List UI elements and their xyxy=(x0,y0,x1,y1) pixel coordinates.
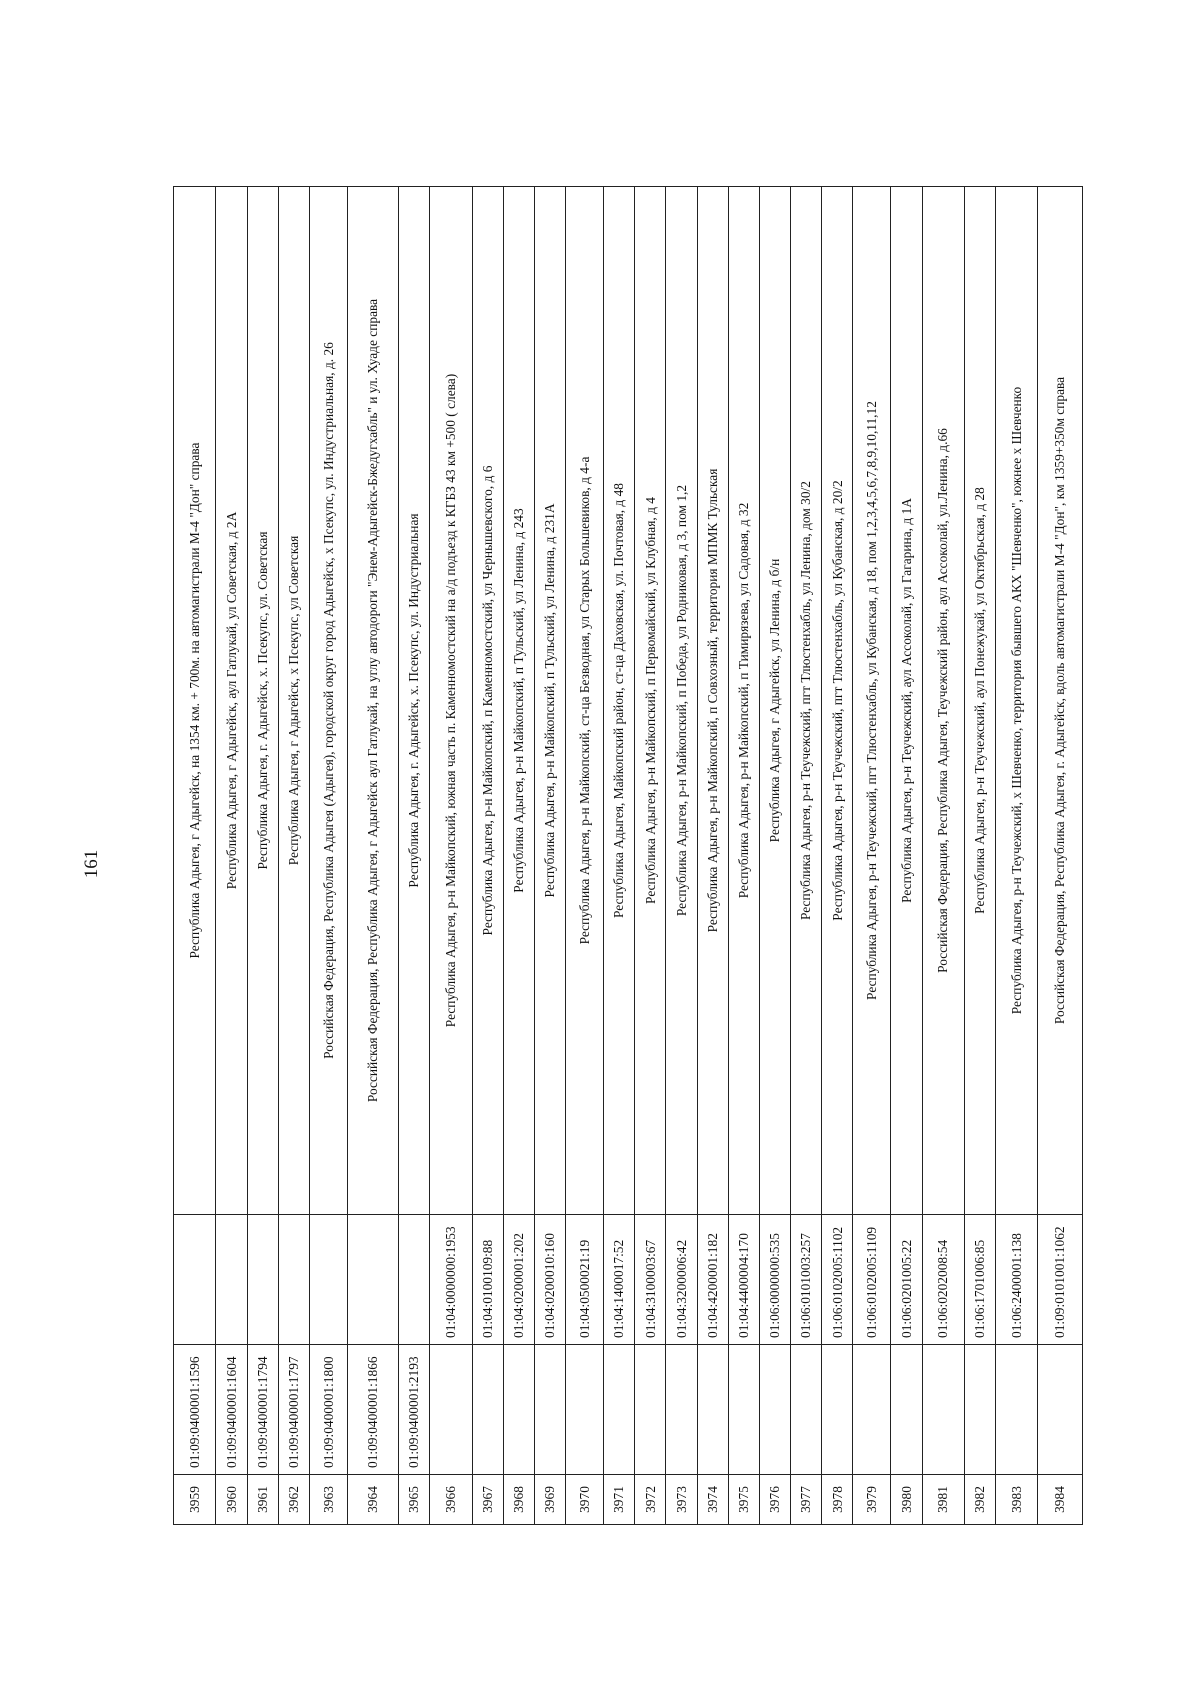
cadastral-number-secondary xyxy=(347,1215,398,1345)
address-cell: Республика Адыгея, р-н Майкопский, п Первомайский, ул Клубная, д 4 xyxy=(635,187,666,1215)
table-row xyxy=(791,187,822,1525)
table-row xyxy=(247,187,278,1525)
cadastral-number-secondary: 01:06:0201005:22 xyxy=(891,1215,922,1345)
cadastral-number-secondary: 01:04:0500021:19 xyxy=(566,1215,604,1345)
cadastral-number-main xyxy=(534,1345,565,1475)
cadastral-number-secondary xyxy=(216,1215,247,1345)
cadastral-number-secondary: 01:04:4400004:170 xyxy=(728,1215,759,1345)
table-row xyxy=(309,187,347,1525)
row-number: 3979 xyxy=(853,1475,891,1525)
cadastral-number-secondary: 01:04:0100109:88 xyxy=(472,1215,503,1345)
cadastral-number-main xyxy=(822,1345,853,1475)
table-row xyxy=(822,187,853,1525)
cadastral-number-main xyxy=(566,1345,604,1475)
cadastral-number-secondary: 01:09:0101001:1062 xyxy=(1038,1215,1083,1345)
table-row xyxy=(853,187,891,1525)
address-cell: Республика Адыгея, Майкопский район, ст-ца Даховская, ул. Почтовая, д 48 xyxy=(603,187,634,1215)
cadastral-number-main xyxy=(853,1345,891,1475)
cadastral-number-main xyxy=(791,1345,822,1475)
table-row xyxy=(503,187,534,1525)
row-number: 3974 xyxy=(697,1475,728,1525)
address-cell: Республика Адыгея, р-н Майкопский, южная часть п. Каменномостский на а/д подъезд к КГБЗ 43 км +500 ( слева) xyxy=(430,187,472,1215)
page-number: 161 xyxy=(81,849,102,879)
address-cell: Республика Адыгея, р-н Майкопский, ст-ца Безводная, ул Старых Большевиков, д 4-а xyxy=(566,187,604,1215)
cadastral-number-main: 01:09:0400001:1596 xyxy=(174,1345,216,1475)
address-cell: Республика Адыгея, г. Адыгейск, х. Псекупс, ул. Индустриальная xyxy=(399,187,430,1215)
row-number: 3977 xyxy=(791,1475,822,1525)
table-row xyxy=(603,187,634,1525)
row-number: 3968 xyxy=(503,1475,534,1525)
row-number: 3966 xyxy=(430,1475,472,1525)
row-number: 3983 xyxy=(996,1475,1038,1525)
row-number: 3969 xyxy=(534,1475,565,1525)
cadastral-number-main xyxy=(635,1345,666,1475)
cadastral-number-main xyxy=(996,1345,1038,1475)
table-row xyxy=(996,187,1038,1525)
cadastral-number-secondary: 01:04:0200010:160 xyxy=(534,1215,565,1345)
cadastral-number-main xyxy=(891,1345,922,1475)
row-number: 3963 xyxy=(309,1475,347,1525)
cadastral-number-secondary: 01:06:0000000:535 xyxy=(759,1215,790,1345)
cadastral-number-secondary xyxy=(399,1215,430,1345)
cadastral-number-secondary: 01:06:2400001:138 xyxy=(996,1215,1038,1345)
address-cell: Республика Адыгея, р-н Теучежский, х Шевченко, территория бывшего АКХ "Шевченко", южнее х Шевченко xyxy=(996,187,1038,1215)
table-row xyxy=(1038,187,1083,1525)
cadastral-number-main: 01:09:0400001:1794 xyxy=(247,1345,278,1475)
address-cell: Республика Адыгея, г Адыгейск, на 1354 км. + 700м. на автомагистрали М-4 "Дон" справа xyxy=(174,187,216,1215)
cadastral-number-main xyxy=(697,1345,728,1475)
table-row xyxy=(635,187,666,1525)
address-cell: Республика Адыгея, г Адыгейск, аул Гатлукай, ул Советская, д 2А xyxy=(216,187,247,1215)
table-row xyxy=(891,187,922,1525)
cadastral-number-main xyxy=(603,1345,634,1475)
address-cell: Российская Федерация, Республика Адыгея, Теучежский район, аул Ассоколай, ул.Ленина, д.66 xyxy=(922,187,964,1215)
row-number: 3978 xyxy=(822,1475,853,1525)
row-number: 3967 xyxy=(472,1475,503,1525)
address-cell: Республика Адыгея, р-н Теучежский, аул Ассоколай, ул Гагарина, д 1А xyxy=(891,187,922,1215)
cadastral-number-secondary: 01:06:0102005:1102 xyxy=(822,1215,853,1345)
cadastral-number-secondary xyxy=(309,1215,347,1345)
cadastral-number-secondary xyxy=(174,1215,216,1345)
row-number: 3981 xyxy=(922,1475,964,1525)
row-number: 3972 xyxy=(635,1475,666,1525)
row-number: 3984 xyxy=(1038,1475,1083,1525)
address-cell: Республика Адыгея, р-н Теучежский, пгт Тлюстенхабль, ул Кубанская, д 20/2 xyxy=(822,187,853,1215)
address-cell: Республика Адыгея, р-н Теучежский, пгт Тлюстенхабль, ул Кубанская, д 18, пом 1,2,3,4,5,6,7,8,9,10,11,12 xyxy=(853,187,891,1215)
cadastral-number-secondary xyxy=(278,1215,309,1345)
cadastral-number-main xyxy=(759,1345,790,1475)
table-row xyxy=(399,187,430,1525)
cadastral-number-main: 01:09:0400001:1866 xyxy=(347,1345,398,1475)
cadastral-number-secondary: 01:04:3100003:67 xyxy=(635,1215,666,1345)
row-number: 3975 xyxy=(728,1475,759,1525)
table-row xyxy=(216,187,247,1525)
rotated-table-container xyxy=(173,187,1083,1525)
row-number: 3982 xyxy=(964,1475,995,1525)
row-number: 3971 xyxy=(603,1475,634,1525)
address-cell: Республика Адыгея, р-н Майкопский, п Совхозный, территория МПМК Тульская xyxy=(697,187,728,1215)
row-number: 3962 xyxy=(278,1475,309,1525)
address-cell: Российская Федерация, Республика Адыгея, г Адыгейск аул Гатлукай, на углу автодороги "Энем-Адыгейск-Бжедугхабль" и ул. Хуаде справа xyxy=(347,187,398,1215)
address-cell: Республика Адыгея, р-н Майкопский, п Тульский, ул Ленина, д 243 xyxy=(503,187,534,1215)
address-cell: Российская Федерация, Республика Адыгея, г. Адыгейск, вдоль автомагистрали М-4 "Дон", км 1359+350м справа xyxy=(1038,187,1083,1215)
table-body xyxy=(174,187,1083,1525)
address-cell: Республика Адыгея, р-н Майкопский, п Тимирязева, ул Садовая, д 32 xyxy=(728,187,759,1215)
cadastral-number-secondary: 01:04:3200006:42 xyxy=(666,1215,697,1345)
row-number: 3980 xyxy=(891,1475,922,1525)
cadastral-number-main xyxy=(1038,1345,1083,1475)
registry-table xyxy=(173,186,1083,1525)
cadastral-number-main xyxy=(964,1345,995,1475)
row-number: 3976 xyxy=(759,1475,790,1525)
table-row xyxy=(472,187,503,1525)
row-number: 3964 xyxy=(347,1475,398,1525)
row-number: 3960 xyxy=(216,1475,247,1525)
row-number: 3959 xyxy=(174,1475,216,1525)
cadastral-number-secondary: 01:06:1701006:85 xyxy=(964,1215,995,1345)
table-row xyxy=(430,187,472,1525)
row-number: 3970 xyxy=(566,1475,604,1525)
cadastral-number-main: 01:09:0400001:1604 xyxy=(216,1345,247,1475)
address-cell: Республика Адыгея, г Адыгейск, х Псекупс, ул Советская xyxy=(278,187,309,1215)
cadastral-number-main xyxy=(472,1345,503,1475)
cadastral-number-main: 01:09:0400001:1797 xyxy=(278,1345,309,1475)
address-cell: Республика Адыгея, р-н Майкопский, п Каменномостский, ул Чернышевского, д 6 xyxy=(472,187,503,1215)
cadastral-number-main: 01:09:0400001:1800 xyxy=(309,1345,347,1475)
table-row xyxy=(964,187,995,1525)
cadastral-number-main xyxy=(430,1345,472,1475)
cadastral-number-secondary: 01:06:0101003:257 xyxy=(791,1215,822,1345)
table-row xyxy=(759,187,790,1525)
table-row xyxy=(666,187,697,1525)
cadastral-number-secondary: 01:06:0202008:54 xyxy=(922,1215,964,1345)
address-cell: Республика Адыгея, р-н Майкопский, п Победа, ул Родниковая, д 3, пом 1,2 xyxy=(666,187,697,1215)
address-cell: Республика Адыгея, р-н Майкопский, п Тульский, ул Ленина, д 231А xyxy=(534,187,565,1215)
table-row xyxy=(174,187,216,1525)
address-cell: Республика Адыгея, р-н Теучежский, пгт Тлюстенхабль, ул Ленина, дом 30/2 xyxy=(791,187,822,1215)
cadastral-number-secondary: 01:04:1400017:52 xyxy=(603,1215,634,1345)
address-cell: Республика Адыгея, р-н Теучежский, аул Понежукай, ул Октябрьская, д 28 xyxy=(964,187,995,1215)
cadastral-number-main xyxy=(922,1345,964,1475)
row-number: 3961 xyxy=(247,1475,278,1525)
cadastral-number-secondary: 01:04:0000000:1953 xyxy=(430,1215,472,1345)
row-number: 3965 xyxy=(399,1475,430,1525)
address-cell: Российская Федерация, Республика Адыгея (Адыгея), городской округ город Адыгейск, х Псекупс, ул. Индустриальная, д. 26 xyxy=(309,187,347,1215)
address-cell: Республика Адыгея, г. Адыгейск, х. Псекупс, ул. Советская xyxy=(247,187,278,1215)
cadastral-number-main: 01:09:0400001:2193 xyxy=(399,1345,430,1475)
row-number: 3973 xyxy=(666,1475,697,1525)
table-row xyxy=(534,187,565,1525)
address-cell: Республика Адыгея, г Адыгейск, ул Ленина, д б/н xyxy=(759,187,790,1215)
table-row xyxy=(566,187,604,1525)
cadastral-number-secondary xyxy=(247,1215,278,1345)
table-row xyxy=(278,187,309,1525)
table-row xyxy=(728,187,759,1525)
table-row xyxy=(922,187,964,1525)
cadastral-number-main xyxy=(728,1345,759,1475)
cadastral-number-secondary: 01:04:0200001:202 xyxy=(503,1215,534,1345)
cadastral-number-secondary: 01:04:4200001:182 xyxy=(697,1215,728,1345)
table-row xyxy=(347,187,398,1525)
cadastral-number-secondary: 01:06:0102005:1109 xyxy=(853,1215,891,1345)
cadastral-number-main xyxy=(666,1345,697,1475)
cadastral-number-main xyxy=(503,1345,534,1475)
table-row xyxy=(697,187,728,1525)
